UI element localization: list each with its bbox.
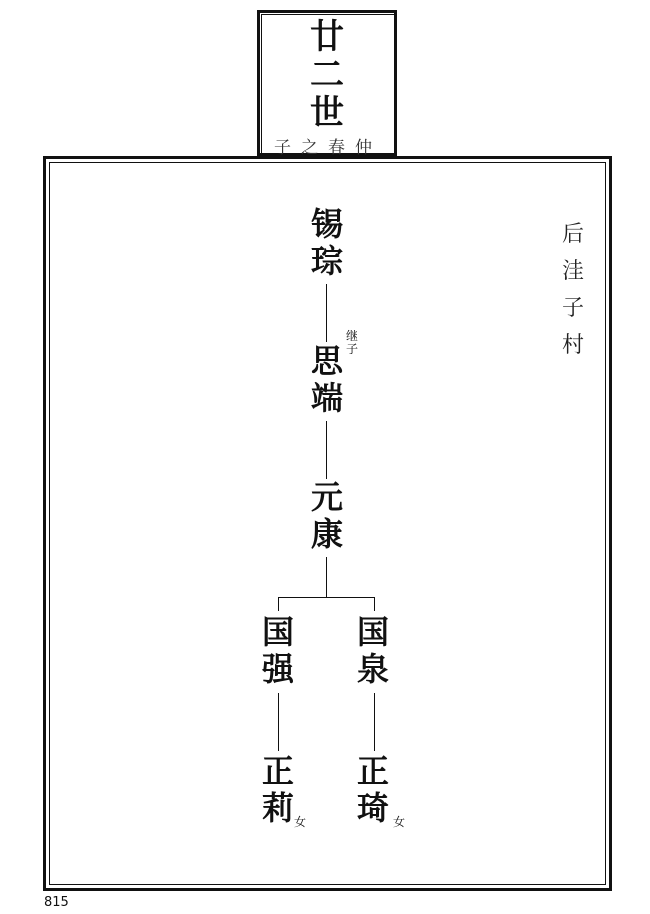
female-note: 女 — [392, 815, 405, 829]
name-char: 端 — [310, 379, 343, 417]
page-number: 815 — [44, 895, 69, 910]
village-char: 子 — [561, 296, 584, 321]
person-zheng-li — [258, 753, 298, 827]
note-char: 继 — [345, 329, 358, 343]
person-xi-zong — [307, 206, 347, 280]
connector-line — [326, 284, 327, 342]
connector-line — [374, 597, 375, 611]
name-char: 康 — [310, 515, 343, 553]
branch-label: 子之春仲 — [274, 138, 382, 158]
name-char: 元 — [310, 478, 343, 516]
name-char: 泉 — [356, 650, 389, 688]
generation-char: 二 — [310, 55, 344, 95]
person-yuan-kang — [307, 479, 347, 553]
name-char: 莉 — [261, 789, 294, 827]
name-char: 琮 — [310, 242, 343, 280]
generation-title — [300, 18, 354, 132]
person-guo-quan — [353, 614, 393, 688]
name-char: 正 — [261, 752, 294, 790]
note-char: 子 — [345, 342, 358, 356]
village-label — [558, 216, 588, 364]
person-si-duan — [307, 343, 347, 417]
branch-line — [278, 597, 374, 598]
name-char: 正 — [356, 752, 389, 790]
generation-char: 廿 — [310, 17, 344, 57]
village-char: 后 — [561, 222, 584, 247]
person-guo-qiang — [258, 614, 298, 688]
adoption-note — [345, 330, 359, 356]
connector-line — [326, 421, 327, 479]
connector-line — [278, 693, 279, 751]
name-char: 琦 — [356, 789, 389, 827]
name-char: 国 — [356, 613, 389, 651]
name-char: 锡 — [310, 205, 343, 243]
connector-line — [278, 597, 279, 611]
connector-line — [374, 693, 375, 751]
female-note: 女 — [293, 815, 306, 829]
name-char: 强 — [261, 650, 294, 688]
name-char: 国 — [261, 613, 294, 651]
generation-char: 世 — [310, 93, 344, 133]
village-char: 洼 — [561, 259, 584, 284]
village-char: 村 — [561, 333, 584, 358]
connector-line — [326, 557, 327, 597]
name-char: 思 — [310, 342, 343, 380]
person-zheng-qi — [353, 753, 393, 827]
